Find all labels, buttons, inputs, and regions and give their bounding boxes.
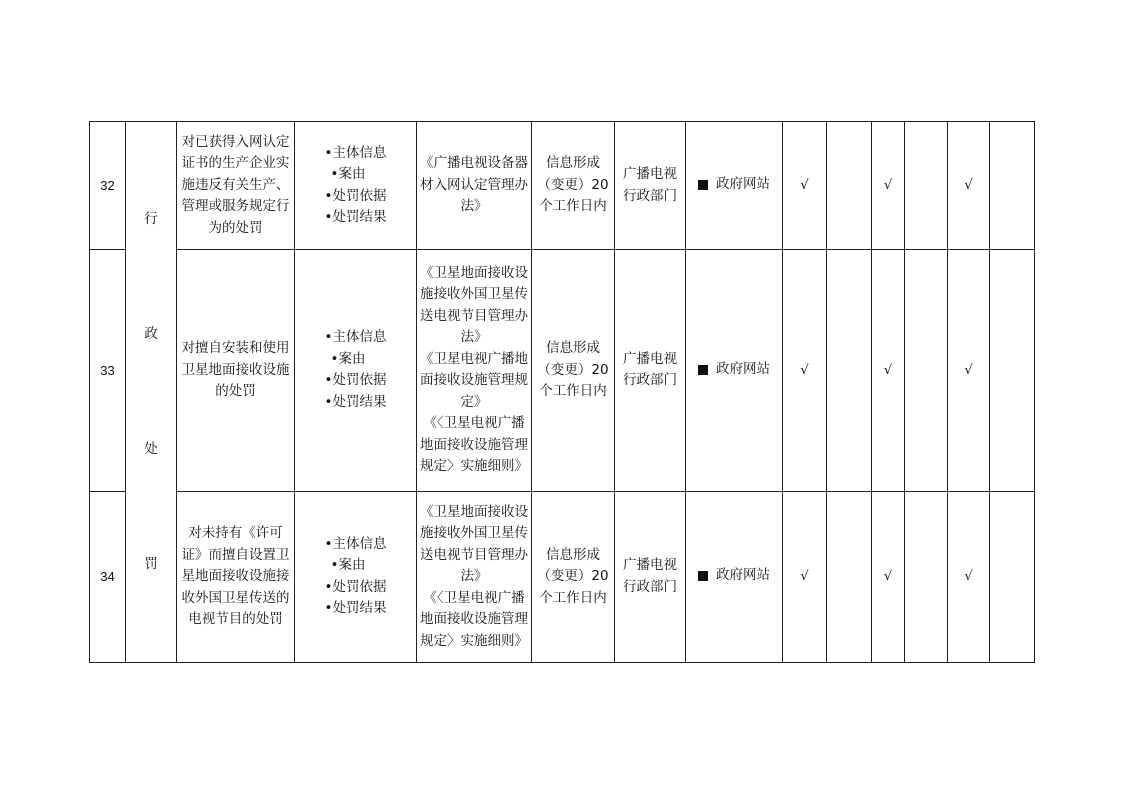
check-cell: √ bbox=[872, 250, 905, 491]
item-line: •处罚结果 bbox=[324, 209, 387, 226]
item-line: •主体信息 bbox=[324, 144, 387, 161]
table-row bbox=[90, 250, 1035, 491]
check-cell: √ bbox=[948, 491, 990, 662]
check-cell: √ bbox=[872, 122, 905, 250]
time-limit-cell: 信息形成（变更）20个工作日内 bbox=[532, 491, 615, 662]
check-cell: √ bbox=[948, 122, 990, 250]
channel-cell bbox=[686, 491, 783, 662]
check-cell bbox=[905, 491, 948, 662]
check-cell bbox=[827, 122, 872, 250]
basis-line: 《〈卫星电视广播地面接收设施管理规定〉实施细则》 bbox=[420, 415, 528, 475]
item-line: •处罚结果 bbox=[324, 393, 387, 410]
check-cell bbox=[990, 250, 1035, 491]
channel-cell bbox=[686, 122, 783, 250]
basis-line: 《卫星地面接收设施接收外国卫星传送电视节目管理办法》 bbox=[420, 264, 528, 346]
check-cell bbox=[990, 491, 1035, 662]
table-row bbox=[90, 491, 1035, 662]
check-cell bbox=[827, 250, 872, 491]
matter-cell: 对擅自安装和使用卫星地面接收设施的处罚 bbox=[177, 250, 295, 491]
items-cell bbox=[295, 250, 417, 491]
filled-square-icon bbox=[698, 365, 708, 375]
items-cell bbox=[295, 491, 417, 662]
subject-cell: 广播电视行政部门 bbox=[615, 122, 686, 250]
filled-square-icon bbox=[698, 180, 708, 190]
category-char: 行 bbox=[144, 210, 158, 227]
category-char: 罚 bbox=[144, 555, 158, 572]
basis-line: 《卫星地面接收设施接收外国卫星传送电视节目管理办法》 bbox=[420, 503, 528, 585]
disclosure-table bbox=[89, 121, 1035, 663]
subject-cell: 广播电视行政部门 bbox=[615, 250, 686, 491]
item-line: •案由 bbox=[330, 557, 366, 574]
channel-label: 政府网站 bbox=[716, 175, 770, 192]
check-cell: √ bbox=[783, 250, 827, 491]
basis-line: 《广播电视设备器材入网认定管理办法》 bbox=[420, 155, 528, 215]
check-cell bbox=[827, 491, 872, 662]
basis-line: 《卫星电视广播地面接收设施管理规定》 bbox=[420, 350, 528, 410]
basis-cell bbox=[417, 491, 532, 662]
item-line: •案由 bbox=[330, 166, 366, 183]
basis-cell bbox=[417, 122, 532, 250]
check-cell: √ bbox=[872, 491, 905, 662]
item-line: •处罚依据 bbox=[324, 578, 387, 595]
basis-cell bbox=[417, 250, 532, 491]
check-cell bbox=[905, 250, 948, 491]
basis-line: 《〈卫星电视广播地面接收设施管理规定〉实施细则》 bbox=[420, 589, 528, 649]
items-cell bbox=[295, 122, 417, 250]
table-row bbox=[90, 122, 1035, 250]
channel-label: 政府网站 bbox=[716, 360, 770, 377]
row-number: 34 bbox=[90, 491, 126, 662]
item-line: •主体信息 bbox=[324, 535, 387, 552]
check-cell bbox=[990, 122, 1035, 250]
check-cell bbox=[905, 122, 948, 250]
row-number: 33 bbox=[90, 250, 126, 491]
item-line: •处罚结果 bbox=[324, 600, 387, 617]
check-cell: √ bbox=[948, 250, 990, 491]
time-limit-cell: 信息形成（变更）20个工作日内 bbox=[532, 122, 615, 250]
matter-cell: 对已获得入网认定证书的生产企业实施违反有关生产、管理或服务规定行为的处罚 bbox=[177, 122, 295, 250]
item-line: •主体信息 bbox=[324, 329, 387, 346]
channel-label: 政府网站 bbox=[716, 567, 770, 584]
item-line: •处罚依据 bbox=[324, 187, 387, 204]
filled-square-icon bbox=[698, 571, 708, 581]
category-cell bbox=[126, 122, 177, 663]
item-line: •案由 bbox=[330, 350, 366, 367]
category-char: 政 bbox=[144, 325, 158, 342]
check-cell: √ bbox=[783, 491, 827, 662]
time-limit-cell: 信息形成（变更）20个工作日内 bbox=[532, 250, 615, 491]
channel-cell bbox=[686, 250, 783, 491]
row-number: 32 bbox=[90, 122, 126, 250]
item-line: •处罚依据 bbox=[324, 372, 387, 389]
category-char: 处 bbox=[144, 440, 158, 457]
subject-cell: 广播电视行政部门 bbox=[615, 491, 686, 662]
check-cell: √ bbox=[783, 122, 827, 250]
matter-cell: 对未持有《许可证》而擅自设置卫星地面接收设施接收外国卫星传送的电视节目的处罚 bbox=[177, 491, 295, 662]
